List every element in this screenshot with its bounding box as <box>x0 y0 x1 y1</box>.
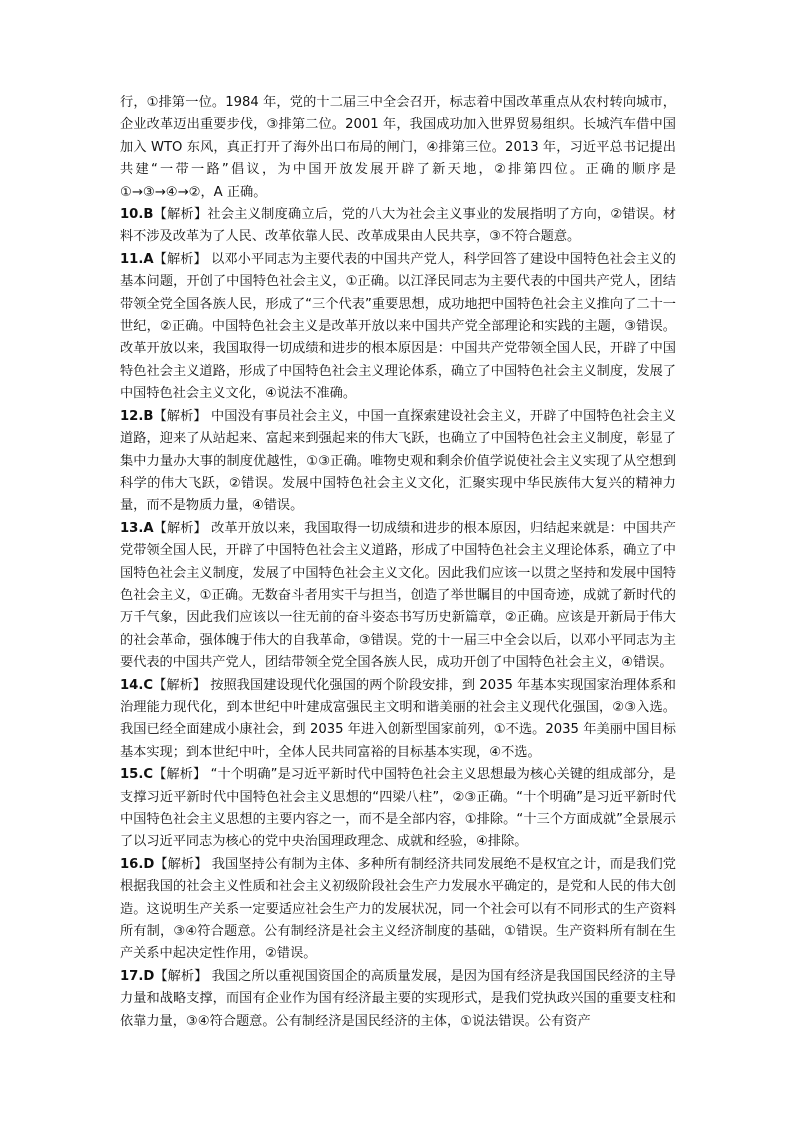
paragraph-q12 <box>120 406 676 518</box>
paragraph-text: 【解析】 按照我国建设现代化强国的两个阶段安排，到 2035 年基本实现国家治理体系和治理能力现代化，到本世纪中叶建成富强民主文明和谐美丽的社会主义现代化强国，②③入选。我国已经全面建成小康社会，到 2035 年进入创新型国家前列，①不选。2035 年美丽中国目标基本实现；到本世纪中叶，全体人民共同富裕的目标基本实现，④不选。 <box>120 677 676 760</box>
paragraph-q14 <box>120 675 676 765</box>
question-number: 12.B <box>120 408 154 424</box>
paragraph-text: 【解析】 我国坚持公有制为主体、多种所有制经济共同发展绝不是权宜之计，而是我们党根据我国的社会主义性质和社会主义初级阶段社会生产力发展水平确定的，是党和人民的伟大创造。这说明生产关系一定要适应社会生产力的发展状况，同一个社会可以有不同形式的生产资料所有制，③④符合题意。公有制经济是社会主义经济制度的基础，①错误。生产资料所有制在生产关系中起决定性作用，②错误。 <box>120 856 676 962</box>
paragraph-q16 <box>120 854 676 966</box>
question-number: 15.C <box>120 767 154 783</box>
paragraph-text: 【解析】 中国没有事员社会主义，中国一直探索建设社会主义，开辟了中国特色社会主义道路，迎来了从站起来、富起来到强起来的伟大飞跃，也确立了中国特色社会主义制度，彰显了集中力量办大事的制度优越性，①③正确。唯物史观和剩余价值学说使社会主义实现了从空想到科学的伟大飞跃，②错误。发展中国特色社会主义文化，汇聚实现中华民族伟大复兴的精神力量，而不是物质力量，④错误。 <box>120 408 676 514</box>
question-number: 10.B <box>120 207 154 223</box>
paragraph-continuation <box>120 92 676 204</box>
paragraph-text: 【解析】 我国之所以重视国资国企的高质量发展，是因为国有经济是我国国民经济的主导力量和战略支撑，而国有企业作为国有经济最主要的实现形式，是我们党执政兴国的重要支柱和依靠力量，③④符合题意。公有制经济是国民经济的主体，①说法错误。公有资产 <box>120 968 676 1029</box>
paragraph-q17 <box>120 966 676 1033</box>
paragraph-q13 <box>120 518 676 675</box>
question-number: 16.D <box>120 856 155 872</box>
paragraph-text: 行，①排第一位。1984 年，党的十二届三中全会召开，标志着中国改革重点从农村转向城市，企业改革迈出重要步伐，③排第二位。2001 年，我国成功加入世界贸易组织。长城汽车借中国加入 WTO 东风，真正打开了海外出口布局的闸门，④排第三位。2013 年，习近平总书记提出共建“一带一路”倡议，为中国开放发展开辟了新天地，②排第四位。正确的顺序是①→③→④→②，A 正确。 <box>120 95 676 200</box>
paragraph-q11 <box>120 249 676 406</box>
question-number: 11.A <box>120 251 154 267</box>
paragraph-text: 【解析】 改革开放以来，我国取得一切成绩和进步的根本原因，归结起来就是：中国共产党带领全国人民，开辟了中国特色社会主义道路，形成了中国特色社会主义理论体系，确立了中国特色社会主义制度，发展了中国特色社会主义文化。因此我们应该一以贯之坚持和发展中国特色社会主义，①正确。无数奋斗者用实干与担当，创造了举世瞩目的中国奇迹，成就了新时代的万千气象，因此我们应该以一往无前的奋斗姿态书写历史新篇章，②正确。应该是开新局于伟大的社会革命，强体魄于伟大的自我革命，③错误。党的十一届三中全会以后，以邓小平同志为主要代表的中国共产党人，团结带领全党全国各族人民，成功开创了中国特色社会主义，④错误。 <box>120 520 676 671</box>
paragraph-text: 【解析】 “十个明确”是习近平新时代中国特色社会主义思想最为核心关键的组成部分，是支撑习近平新时代中国特色社会主义思想的“四梁八柱”，②③正确。“十个明确”是习近平新时代中国特色社会主义思想的主要内容之一，而不是全部内容，①排除。“十三个方面成就”全景展示了以习近平同志为核心的党中央治国理政理念、成就和经验，④排除。 <box>120 767 676 850</box>
question-number: 17.D <box>120 968 155 984</box>
question-number: 13.A <box>120 520 154 536</box>
paragraph-q15 <box>120 764 676 854</box>
question-number: 14.C <box>120 677 154 693</box>
paragraph-text: 【解析】社会主义制度确立后，党的八大为社会主义事业的发展指明了方向，②错误。材料不涉及改革为了人民、改革依靠人民、改革成果由人民共享，③不符合题意。 <box>120 207 676 245</box>
paragraph-text: 【解析】 以邓小平同志为主要代表的中国共产党人，科学回答了建设中国特色社会主义的基本问题，开创了中国特色社会主义，①正确。以江泽民同志为主要代表的中国共产党人，团结带领全党全国各族人民，形成了“三个代表”重要思想，成功地把中国特色社会主义推向了二十一世纪，②正确。中国特色社会主义是改革开放以来中国共产党全部理论和实践的主题，③错误。改革开放以来，我国取得一切成绩和进步的根本原因是：中国共产党带领全国人民，开辟了中国特色社会主义道路，形成了中国特色社会主义理论体系，确立了中国特色社会主义制度，发展了中国特色社会主义文化，④说法不准确。 <box>120 251 676 402</box>
answer-explanations <box>120 92 676 1033</box>
paragraph-q10 <box>120 204 676 249</box>
